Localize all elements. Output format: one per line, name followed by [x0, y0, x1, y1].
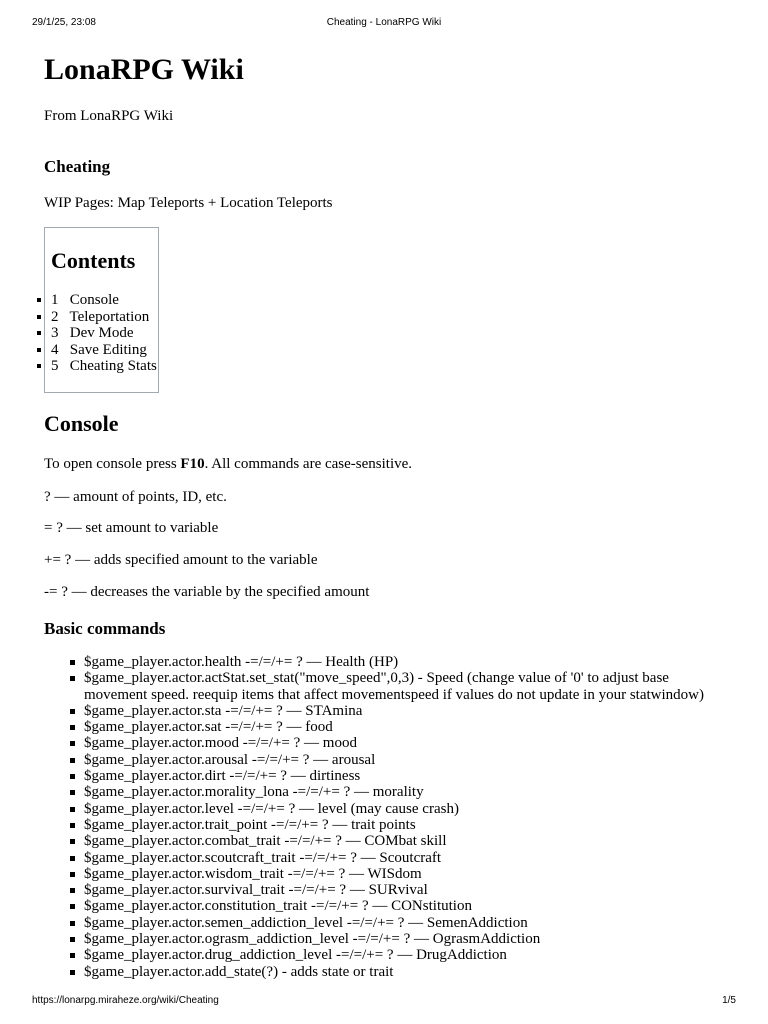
- wip-line: WIP Pages: Map Teleports + Location Teleports: [44, 195, 333, 211]
- table-of-contents: [44, 227, 159, 393]
- toc-item-number: 2: [51, 308, 59, 325]
- toc-title: Contents: [51, 248, 136, 273]
- command-item: $game_player.actor.scoutcraft_trait -=/=/+= ? — Scoutcraft: [84, 850, 734, 866]
- console-intro: [44, 455, 412, 473]
- command-item: $game_player.actor.mood -=/=/+= ? — mood: [84, 735, 734, 751]
- site-title: LonaRPG Wiki: [44, 53, 244, 86]
- toc-item-label[interactable]: Cheating Stats: [69, 358, 157, 374]
- command-item: $game_player.actor.combat_trait -=/=/+= ? — COMbat skill: [84, 833, 734, 849]
- legend-add: += ? — adds specified amount to the variable: [44, 552, 318, 568]
- console-key: F10: [180, 456, 205, 472]
- toc-item-label[interactable]: Console: [69, 292, 119, 308]
- console-heading: Console: [44, 411, 119, 436]
- toc-item-number: 5: [51, 358, 59, 374]
- toc-item-label[interactable]: Dev Mode: [69, 325, 134, 341]
- command-item: $game_player.actor.sta -=/=/+= ? — STAmina: [84, 703, 734, 719]
- legend-set: = ? — set amount to variable: [44, 520, 219, 536]
- basic-commands-heading: Basic commands: [44, 619, 166, 638]
- toc-item-number: 4: [51, 341, 59, 358]
- command-item: $game_player.actor.health -=/=/+= ? — Health (HP): [84, 654, 734, 670]
- command-item: $game_player.actor.add_state(?) - adds state or trait: [84, 964, 734, 980]
- toc-item-cheating-stats[interactable]: [51, 358, 157, 375]
- page-heading: Cheating: [44, 157, 111, 176]
- console-intro-post: . All commands are case-sensitive.: [204, 456, 413, 472]
- command-item: $game_player.actor.actStat.set_stat("move_speed",0,3) - Speed (change value of '0' to adjust base movement speed. reequip items that affect movementspeed if values do not update in your statwindow): [84, 670, 734, 703]
- command-item: $game_player.actor.ograsm_addiction_level -=/=/+= ? — OgrasmAddiction: [84, 931, 734, 947]
- command-item: $game_player.actor.wisdom_trait -=/=/+= ? — WISdom: [84, 866, 734, 882]
- print-url[interactable]: https://lonarpg.miraheze.org/wiki/Cheating: [32, 995, 219, 1006]
- legend-amount: ? — amount of points, ID, etc.: [44, 489, 227, 505]
- console-intro-pre: To open console press: [44, 456, 181, 472]
- toc-list: [51, 292, 157, 375]
- print-page-number: 1/5: [722, 995, 736, 1006]
- command-item: $game_player.actor.level -=/=/+= ? — level (may cause crash): [84, 801, 734, 817]
- legend-decrease: -= ? — decreases the variable by the specified amount: [44, 584, 370, 600]
- command-item: $game_player.actor.survival_trait -=/=/+= ? — SURvival: [84, 882, 734, 898]
- toc-item-dev-mode[interactable]: [51, 325, 157, 342]
- toc-item-label[interactable]: Save Editing: [69, 341, 147, 358]
- command-item: $game_player.actor.dirt -=/=/+= ? — dirtiness: [84, 768, 734, 784]
- print-page-title: Cheating - LonaRPG Wiki: [326, 17, 442, 28]
- command-item: $game_player.actor.morality_lona -=/=/+= ? — morality: [84, 784, 734, 800]
- print-datetime: 29/1/25, 23:08: [32, 17, 96, 28]
- toc-item-console[interactable]: [51, 292, 157, 309]
- command-item: $game_player.actor.sat -=/=/+= ? — food: [84, 719, 734, 735]
- command-item: $game_player.actor.semen_addiction_level -=/=/+= ? — SemenAddiction: [84, 915, 734, 931]
- from-line: From LonaRPG Wiki: [44, 108, 174, 124]
- command-item: $game_player.actor.trait_point -=/=/+= ? — trait points: [84, 817, 734, 833]
- toc-item-save-editing[interactable]: [51, 342, 157, 359]
- toc-item-number: 3: [51, 325, 59, 341]
- command-item: $game_player.actor.arousal -=/=/+= ? — arousal: [84, 752, 734, 768]
- toc-item-teleportation[interactable]: [51, 309, 157, 326]
- command-item: $game_player.actor.drug_addiction_level -=/=/+= ? — DrugAddiction: [84, 947, 734, 963]
- toc-item-number: 1: [51, 292, 59, 308]
- basic-commands-list: [84, 654, 734, 980]
- toc-item-label[interactable]: Teleportation: [69, 308, 150, 325]
- command-item: $game_player.actor.constitution_trait -=/=/+= ? — CONstitution: [84, 898, 734, 914]
